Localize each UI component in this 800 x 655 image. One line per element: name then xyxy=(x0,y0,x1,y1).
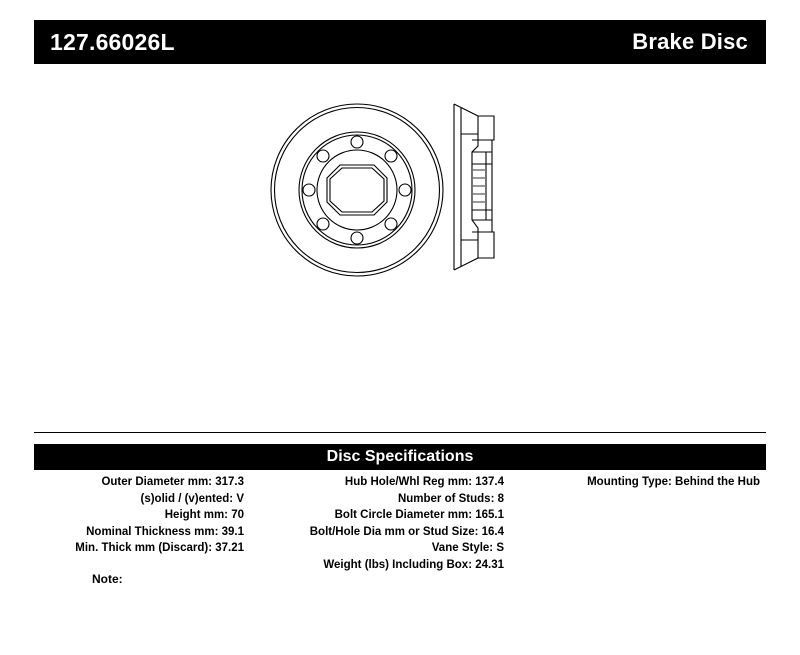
spec-line: Min. Thick mm (Discard): 37.21 xyxy=(75,542,244,554)
header-bar xyxy=(34,20,766,64)
spec-column-mounting xyxy=(510,474,766,491)
spec-line: Weight (lbs) Including Box: 24.31 xyxy=(323,558,504,571)
brake-disc-side-section-view xyxy=(448,100,508,275)
part-number: 127.66026L xyxy=(50,28,175,55)
spec-column-hub-and-studs xyxy=(250,474,510,573)
spec-columns xyxy=(34,474,766,573)
spec-line: Vane Style: S xyxy=(431,542,504,554)
spec-line: Number of Studs: 8 xyxy=(397,492,504,505)
product-type-label: Brake Disc xyxy=(632,29,748,54)
spec-line: Height mm: 70 xyxy=(164,509,244,521)
spec-line: Hub Hole/Whl Reg mm: 137.4 xyxy=(344,476,504,488)
note-label: Note: xyxy=(92,572,123,586)
spec-line: Outer Diameter mm: 317.3 xyxy=(101,476,244,488)
section-divider xyxy=(34,432,766,433)
spec-title: Disc Specifications xyxy=(326,448,474,465)
spec-column-dimensions xyxy=(34,474,250,557)
spec-title-bar xyxy=(34,444,766,470)
spec-line: Bolt Circle Diameter mm: 165.1 xyxy=(334,509,504,521)
spec-line: Mounting Type: Behind the Hub xyxy=(587,476,760,488)
spec-line: (s)olid / (v)ented: V xyxy=(140,492,244,505)
spec-line: Bolt/Hole Dia mm or Stud Size: 16.4 xyxy=(309,525,504,538)
spec-line: Nominal Thickness mm: 39.1 xyxy=(86,525,244,538)
